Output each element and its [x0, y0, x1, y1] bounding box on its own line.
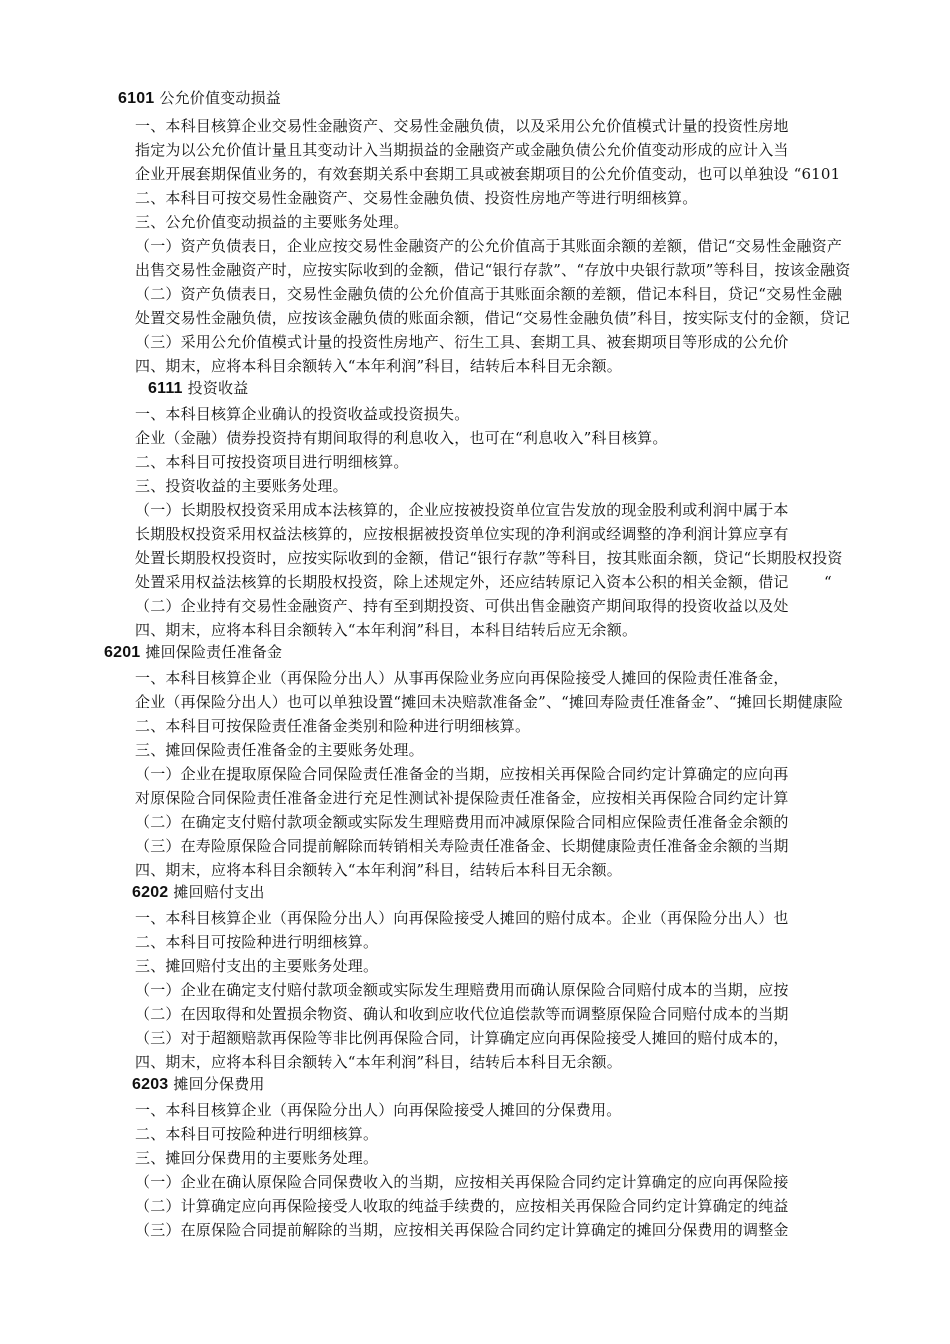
paragraph-line: 三、公允价值变动损益的主要账务处理。: [135, 213, 409, 231]
account-title: 公允价值变动损益: [159, 89, 282, 107]
paragraph-line: （一）长期股权投资采用成本法核算的，企业应按被投资单位宣告发放的现金股利或利润中属于本: [135, 501, 789, 519]
account-title: 投资收益: [187, 379, 249, 397]
paragraph-line: 三、摊回保险责任准备金的主要账务处理。: [135, 741, 424, 759]
paragraph-line: （二）计算确定应向再保险接受人收取的纯益手续费的，应按相关再保险合同约定计算确定的纯益: [135, 1197, 789, 1215]
section-heading-6111: [148, 378, 248, 398]
paragraph-line: 二、本科目可按投资项目进行明细核算。: [135, 453, 409, 471]
section-heading-6201: [104, 642, 282, 662]
paragraph-line: （三）采用公允价值模式计量的投资性房地产、衍生工具、套期工具、被套期项目等形成的公允价: [135, 333, 789, 351]
paragraph-line: （二）在确定支付赔付款项金额或实际发生理赔费用而冲减原保险合同相应保险责任准备金余额的: [135, 813, 789, 831]
paragraph-line: （二）在因取得和处置损余物资、确认和收到应收代位追偿款等而调整原保险合同赔付成本的当期: [135, 1005, 789, 1023]
account-code: 6201: [104, 644, 141, 661]
paragraph-line: 四、期末，应将本科目余额转入“本年利润”科目，结转后本科目无余额。: [135, 357, 622, 375]
paragraph-line: 四、期末，应将本科目余额转入“本年利润”科目，本科目结转后应无余额。: [135, 621, 638, 639]
paragraph-line: 三、摊回赔付支出的主要账务处理。: [135, 957, 379, 975]
paragraph-line: 三、摊回分保费用的主要账务处理。: [135, 1149, 379, 1167]
paragraph-line: （一）企业在确定支付赔付款项金额或实际发生理赔费用而确认原保险合同赔付成本的当期，应按: [135, 981, 789, 999]
paragraph-line: 长期股权投资采用权益法核算的，应按根据被投资单位实现的净利润或经调整的净利润计算应享有: [135, 525, 789, 543]
paragraph-line: 一、本科目核算企业（再保险分出人）向再保险接受人摊回的赔付成本。企业（再保险分出人）也: [135, 909, 789, 927]
paragraph-line: 一、本科目核算企业确认的投资收益或投资损失。: [135, 405, 470, 423]
paragraph-line: 二、本科目可按险种进行明细核算。: [135, 1125, 379, 1143]
paragraph-line: （三）在原保险合同提前解除的当期，应按相关再保险合同约定计算确定的摊回分保费用的调整金: [135, 1221, 789, 1239]
paragraph-line: 三、投资收益的主要账务处理。: [135, 477, 348, 495]
paragraph-line: 企业开展套期保值业务的，有效套期关系中套期工具或被套期项目的公允价值变动，也可以单独设 “6101: [135, 165, 841, 183]
paragraph-line: 一、本科目核算企业（再保险分出人）从事再保险业务应向再保险接受人摊回的保险责任准备金，: [135, 669, 789, 687]
paragraph-line: 二、本科目可按交易性金融资产、交易性金融负债、投资性房地产等进行明细核算。: [135, 189, 698, 207]
paragraph-line: （三）对于超额赔款再保险等非比例再保险合同，计算确定应向再保险接受人摊回的赔付成本的，: [135, 1029, 789, 1047]
account-code: 6101: [118, 90, 155, 107]
section-heading-6101: [118, 88, 281, 108]
paragraph-line: （二）资产负债表日，交易性金融负债的公允价值高于其账面余额的差额，借记本科目，贷记“交易性金融: [135, 285, 843, 303]
paragraph-line: 一、本科目核算企业（再保险分出人）向再保险接受人摊回的分保费用。: [135, 1101, 622, 1119]
paragraph-line: 处置交易性金融负债，应按该金融负债的账面余额，借记“交易性金融负债”科目，按实际支付的金额，贷记: [135, 309, 850, 327]
paragraph-line: 二、本科目可按险种进行明细核算。: [135, 933, 379, 951]
section-heading-6203: [132, 1074, 265, 1094]
paragraph-line: 对原保险合同保险责任准备金进行充足性测试补提保险责任准备金，应按相关再保险合同约定计算: [135, 789, 789, 807]
paragraph-line: 一、本科目核算企业交易性金融资产、交易性金融负债，以及采用公允价值模式计量的投资性房地: [135, 117, 789, 135]
paragraph-line: 二、本科目可按保险责任准备金类别和险种进行明细核算。: [135, 717, 531, 735]
account-code: 6203: [132, 1076, 169, 1093]
paragraph-line: （二）企业持有交易性金融资产、持有至到期投资、可供出售金融资产期间取得的投资收益以及处: [135, 597, 789, 615]
paragraph-line: 出售交易性金融资产时，应按实际收到的金额，借记“银行存款”、“存放中央银行款项”等科目，按该金融资: [135, 261, 851, 279]
paragraph-line: 企业（再保险分出人）也可以单独设置“摊回未决赔款准备金”、“摊回寿险责任准备金”、“摊回长期健康险: [135, 693, 844, 711]
paragraph-line: （一）企业在提取原保险合同保险责任准备金的当期，应按相关再保险合同约定计算确定的应向再: [135, 765, 789, 783]
paragraph-line: （三）在寿险原保险合同提前解除而转销相关寿险责任准备金、长期健康险责任准备金余额的当期: [135, 837, 789, 855]
paragraph-line: 企业（金融）债券投资持有期间取得的利息收入，也可在“利息收入”科目核算。: [135, 429, 668, 447]
account-title: 摊回赔付支出: [173, 883, 265, 901]
section-heading-6202: [132, 882, 265, 902]
paragraph-line: （一）企业在确认原保险合同保费收入的当期，应按相关再保险合同约定计算确定的应向再保险接: [135, 1173, 789, 1191]
account-code: 6202: [132, 884, 169, 901]
paragraph-line: 处置长期股权投资时，应按实际收到的金额，借记“银行存款”等科目，按其账面余额，贷记“长期股权投资: [135, 549, 843, 567]
paragraph-line: 四、期末，应将本科目余额转入“本年利润”科目，结转后本科目无余额。: [135, 1053, 622, 1071]
paragraph-line: 处置采用权益法核算的长期股权投资，除上述规定外，还应结转原记入资本公积的相关金额，借记 “: [135, 573, 832, 591]
account-title: 摊回分保费用: [173, 1075, 265, 1093]
paragraph-line: （一）资产负债表日，企业应按交易性金融资产的公允价值高于其账面余额的差额，借记“交易性金融资产: [135, 237, 843, 255]
paragraph-line: 指定为以公允价值计量且其变动计入当期损益的金融资产或金融负债公允价值变动形成的应计入当: [135, 141, 789, 159]
paragraph-line: 四、期末，应将本科目余额转入“本年利润”科目，结转后本科目无余额。: [135, 861, 622, 879]
account-title: 摊回保险责任准备金: [145, 643, 283, 661]
account-code: 6111: [148, 380, 183, 397]
